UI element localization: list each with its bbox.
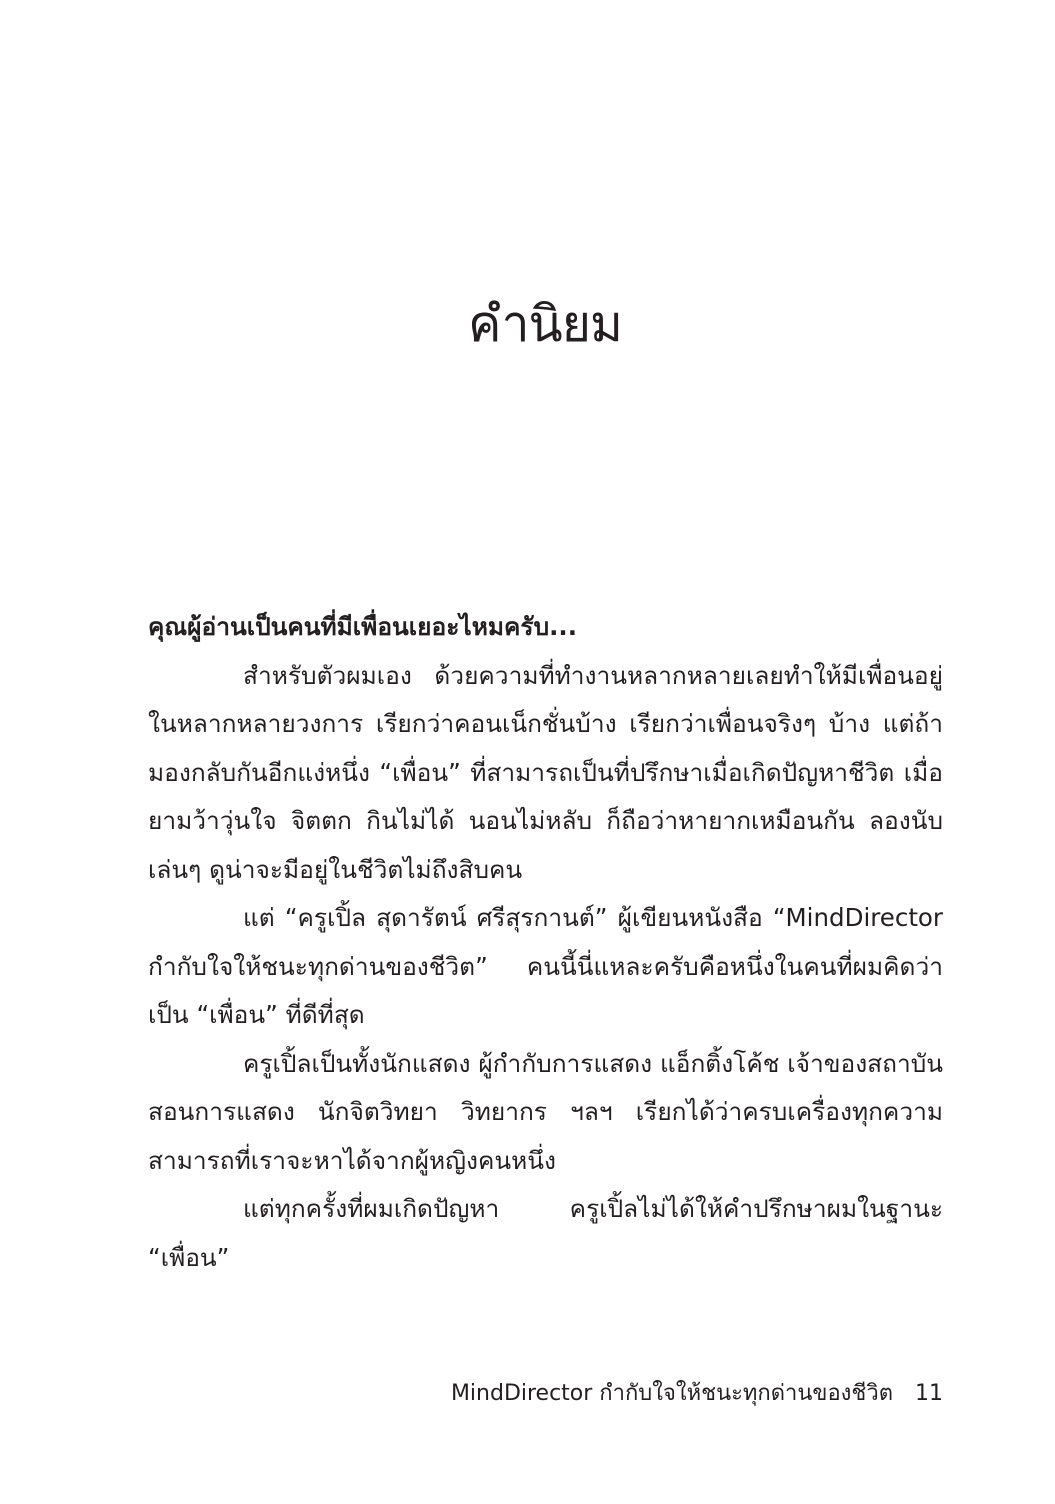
paragraph-4: แต่ทุกครั้งที่ผมเกิดปัญหา ครูเปิ้ลไม่ได้ให้คำปรึกษาผมในฐานะ “เพื่อน” — [148, 1194, 943, 1272]
paragraph-1: สำหรับตัวผมเอง ด้วยความที่ทำงานหลากหลายเลยทำให้มีเพื่อนอยู่ในหลากหลายวงการ เรียกว่าคอนเน็กชั่นบ้าง เรียกว่าเพื่อนจริงๆ บ้าง แต่ถ้ามองกลับกันอีกแง่หนึ่ง “เพื่อน” ที่สามารถเป็นที่ปรึกษาเมื่อเกิดปัญหาชีวิต เมื่อยามว้าวุ่นใจ จิตตก กินไม่ได้ นอนไม่หลับ ก็ถือว่าหายากเหมือนกัน ลองนับเล่นๆ ดูน่าจะมีอยู่ในชีวิตไม่ถึงสิบคน — [148, 660, 943, 884]
footer-book-title: MindDirector กำกับใจให้ชนะทุกด่านของชีวิต — [450, 1381, 893, 1406]
paragraph-2: แต่ “ครูเปิ้ล สุดารัตน์ ศรีสุรกานต์” ผู้เขียนหนังสือ “MindDirector กำกับใจให้ชนะทุกด่านของชีวิต” คนนี้นี่แหละครับคือหนึ่งในคนที่ผมคิดว่าเป็น “เพื่อน” ที่ดีที่สุด — [148, 903, 943, 1029]
body-text — [148, 603, 943, 1282]
running-footer — [451, 1378, 943, 1410]
lead-question: คุณผู้อ่านเป็นคนที่มีเพื่อนเยอะไหมครับ... — [148, 612, 578, 641]
page-title: คำนิยม — [468, 294, 622, 353]
paragraph-3: ครูเปิ้ลเป็นทั้งนักแสดง ผู้กำกับการแสดง แอ็กติ้งโค้ช เจ้าของสถาบันสอนการแสดง นักจิตวิทยา วิทยากร ฯลฯ เรียกได้ว่าครบเครื่องทุกความสามารถที่เราจะหาได้จากผู้หญิงคนหนึ่ง — [148, 1048, 943, 1175]
page-number: 11 — [915, 1381, 943, 1406]
